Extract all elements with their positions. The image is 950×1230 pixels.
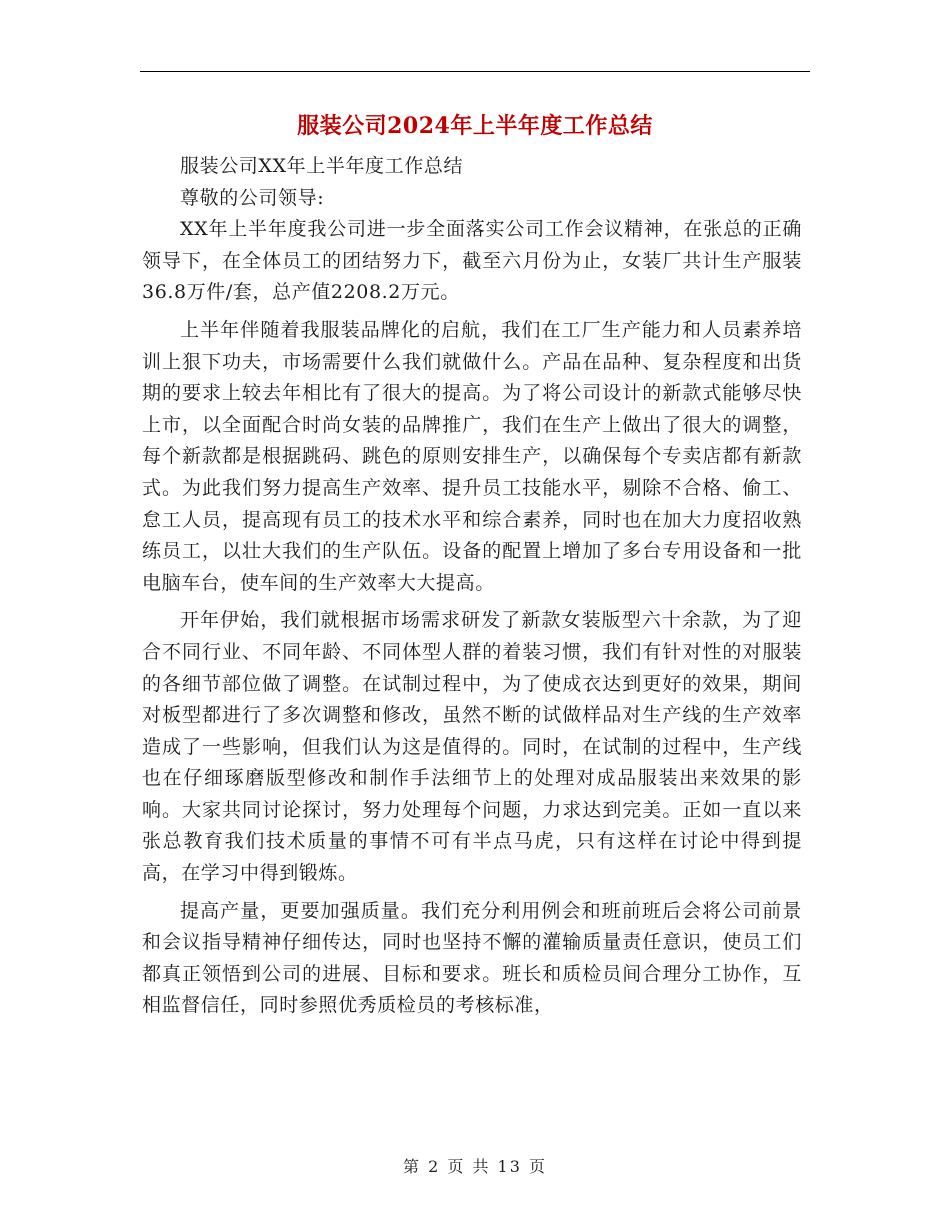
document-title: 服装公司2024年上半年度工作总结 [297, 113, 653, 139]
document-body [142, 151, 802, 1022]
body-paragraph: XX年上半年度我公司进一步全面落实公司工作会议精神，在张总的正确领导下，在全体员工的团结努力下，截至六月份为止，女装厂共计生产服装36.8万件/套，总产值2208.2万元。 [142, 218, 802, 304]
body-paragraph: 开年伊始，我们就根据市场需求研发了新款女装版型六十余款，为了迎合不同行业、不同年龄、不同体型人群的着装习惯，我们有针对性的对服装的各细节部位做了调整。在试制过程中，为了使成衣达到更好的效果，期间对板型都进行了多次调整和修改，虽然不断的试做样品对生产线的生产效率造成了一些影响，但我们认为这是值得的。同时，在试制的过程中，生产线也在仔细琢磨版型修改和制作手法细节上的处理对成品服装出来效果的影响。大家共同讨论探讨，努力处理每个问题，力求达到完美。正如一直以来张总教育我们技术质量的事情不可有半点马虎，只有这样在讨论中得到提高，在学习中得到锻炼。 [142, 609, 802, 885]
body-paragraph: 提高产量，更要加强质量。我们充分利用例会和班前班后会将公司前景和会议指导精神仔细传达，同时也坚持不懈的灌输质量责任意识，使员工们都真正领悟到公司的进展、目标和要求。班长和质检员间合理分工协作，互相监督信任，同时参照优秀质检员的考核标准， [142, 899, 802, 1017]
body-paragraph: 上半年伴随着我服装品牌化的启航，我们在工厂生产能力和人员素养培训上狠下功夫，市场需要什么我们就做什么。产品在品种、复杂程度和出货期的要求上较去年相比有了很大的提高。为了将公司设计的新款式能够尽快上市，以全面配合时尚女装的品牌推广，我们在生产上做出了很大的调整，每个新款都是根据跳码、跳色的原则安排生产，以确保每个专卖店都有新款式。为此我们努力提高生产效率、提升员工技能水平，剔除不合格、偷工、怠工人员，提高现有员工的技术水平和综合素养，同时也在加大力度招收熟练员工，以壮大我们的生产队伍。设备的配置上增加了多台专用设备和一批电脑车台，使车间的生产效率大大提高。 [142, 318, 802, 594]
salutation: 尊敬的公司领导: [180, 186, 325, 209]
header-rule [140, 71, 810, 72]
page-number: 第 2 页 共 13 页 [403, 1157, 547, 1176]
document-subtitle: 服装公司XX年上半年度工作总结 [180, 155, 464, 177]
